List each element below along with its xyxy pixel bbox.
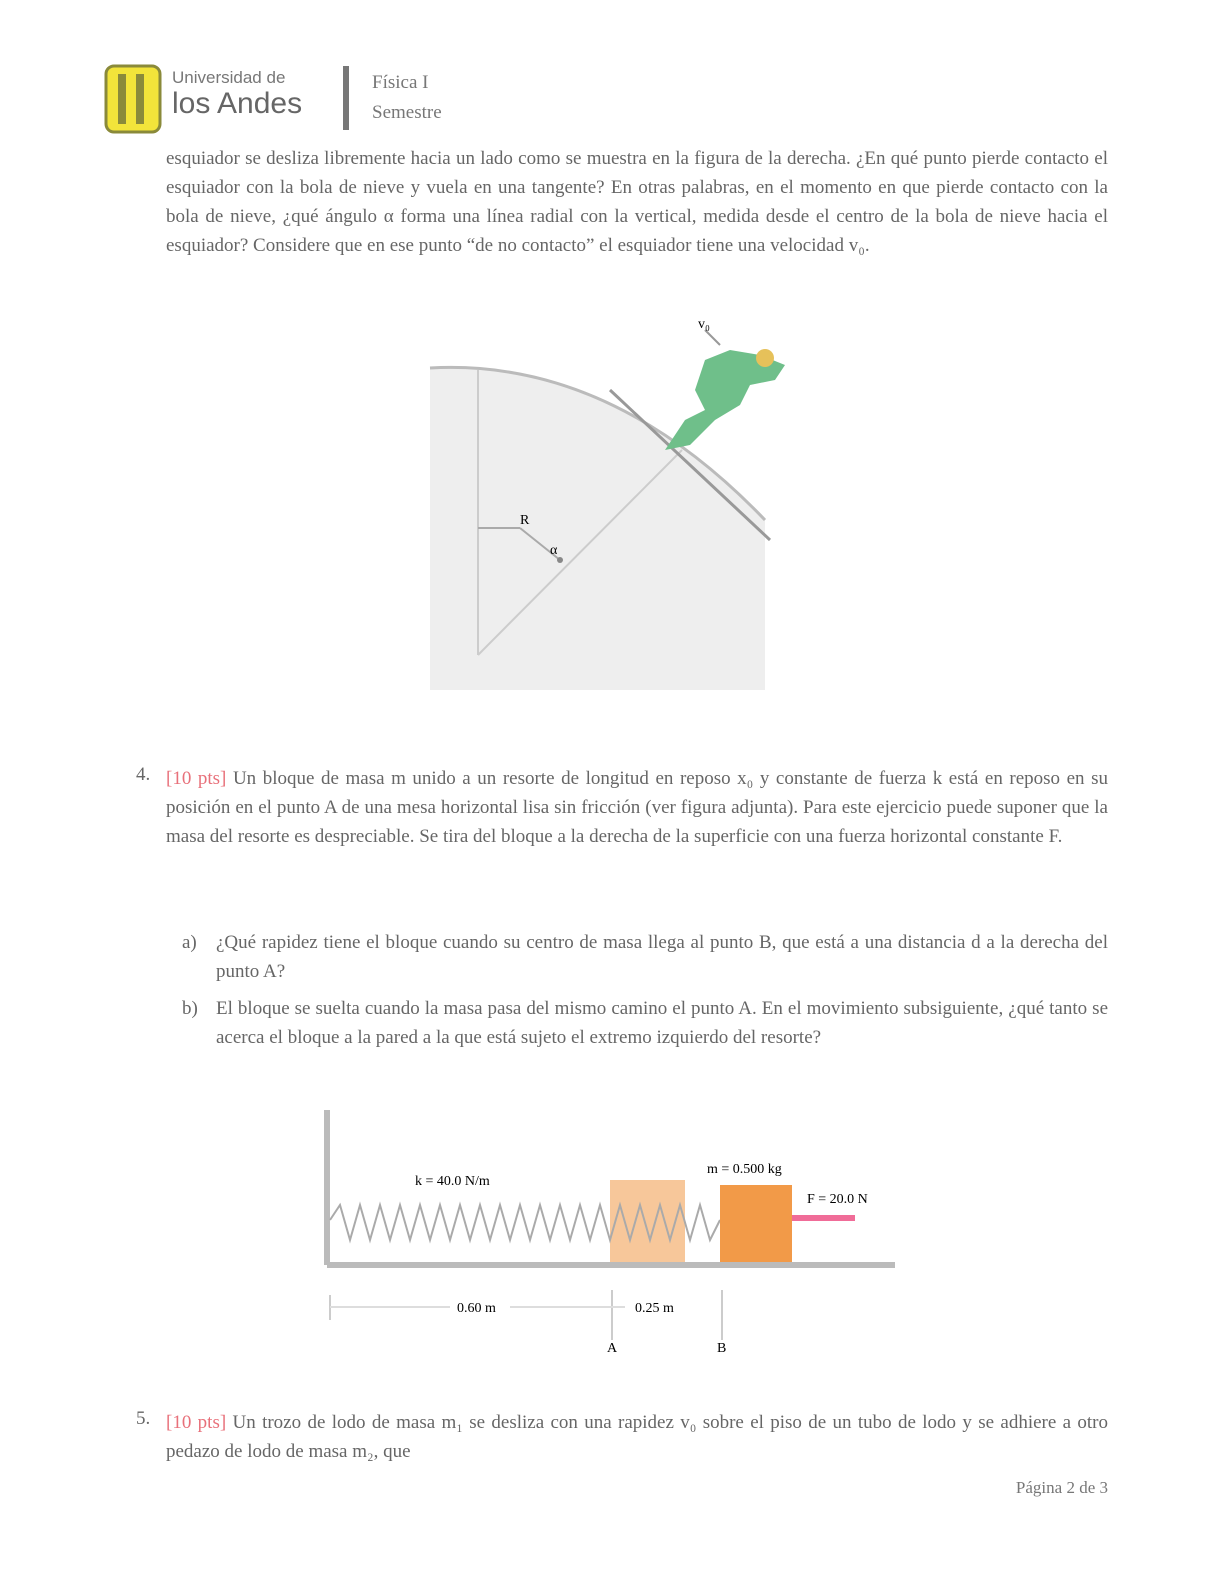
skier-icon (665, 349, 785, 450)
distance-label-2: 0.25 m (635, 1301, 674, 1316)
mass-label: m = 0.500 kg (707, 1162, 782, 1177)
logo-emblem-icon (104, 64, 164, 134)
problem-5-points: [10 pts] (166, 1412, 227, 1433)
angle-label: α (550, 543, 558, 558)
distance-label-1: 0.60 m (457, 1301, 496, 1316)
block-initial-position (610, 1180, 685, 1262)
problem-5-number: 5. (136, 1408, 151, 1429)
spring-block-figure (315, 1105, 915, 1355)
problem-5-text: [10 pts] Un trozo de lodo de masa m₁ se desliza con una rapidez v₀ sobre el piso de un tubo de lodo y se adhiere a otro pedazo de lodo de masa m₂, que (166, 1412, 1108, 1462)
problem-4-points: [10 pts] (166, 768, 227, 789)
problem-4-text: [10 pts] Un bloque de masa m unido a un resorte de longitud en reposo x₀ y constante de fuerza k está en reposo en su posición en el punto A de una mesa horizontal lisa sin fricción (ver figura adjunta). Para este ejercicio puede suponer que la masa del resorte es despreciable. Se tira del bloque a la derecha de la superficie con una fuerza horizontal constante F. (166, 768, 1108, 847)
spring-constant-label: k = 40.0 N/m (415, 1174, 490, 1189)
page-number: Página 2 de 3 (1015, 1478, 1108, 1497)
problem-4-item-b: b) El bloque se suelta cuando la masa pasa del mismo camino el punto A. En el movimiento subsiguiente, ¿qué tanto se acerca el bloque a la pared a la que está sujeto el extremo izquierdo del resorte? (182, 998, 1108, 1048)
term: Semestre (372, 102, 442, 123)
radius-label: R (520, 513, 530, 528)
header-divider (343, 66, 349, 130)
university-logo: Universidad de los Andes (104, 64, 344, 134)
force-label: F = 20.0 N (807, 1192, 868, 1207)
course-name: Física I (372, 72, 429, 93)
problem-4-item-a: a) ¿Qué rapidez tiene el bloque cuando su centro de masa llega al punto B, que está a una distancia d a la derecha del punto A? (182, 932, 1108, 982)
block (720, 1185, 792, 1262)
snowball-skier-figure (420, 310, 820, 700)
problem-4-number: 4. (136, 764, 151, 785)
point-b-label: B (717, 1341, 727, 1355)
intro-paragraph: esquiador se desliza libremente hacia un lado como se muestra en la figura de la derecha. ¿En qué punto pierde contacto el esquiador con la bola de nieve y vuela en una tangente? En otras palabras, en el momento en que pierde contacto con la bola de nieve, ¿qué ángulo α forma una línea radial con la vertical, medida desde el centro de la bola de nieve hacia el esquiador? Considere que en ese punto “de no contacto” el esquiador tiene una velocidad v₀. (166, 148, 1108, 256)
velocity-label: v₀ (698, 317, 710, 332)
point-a-label: A (607, 1341, 618, 1355)
